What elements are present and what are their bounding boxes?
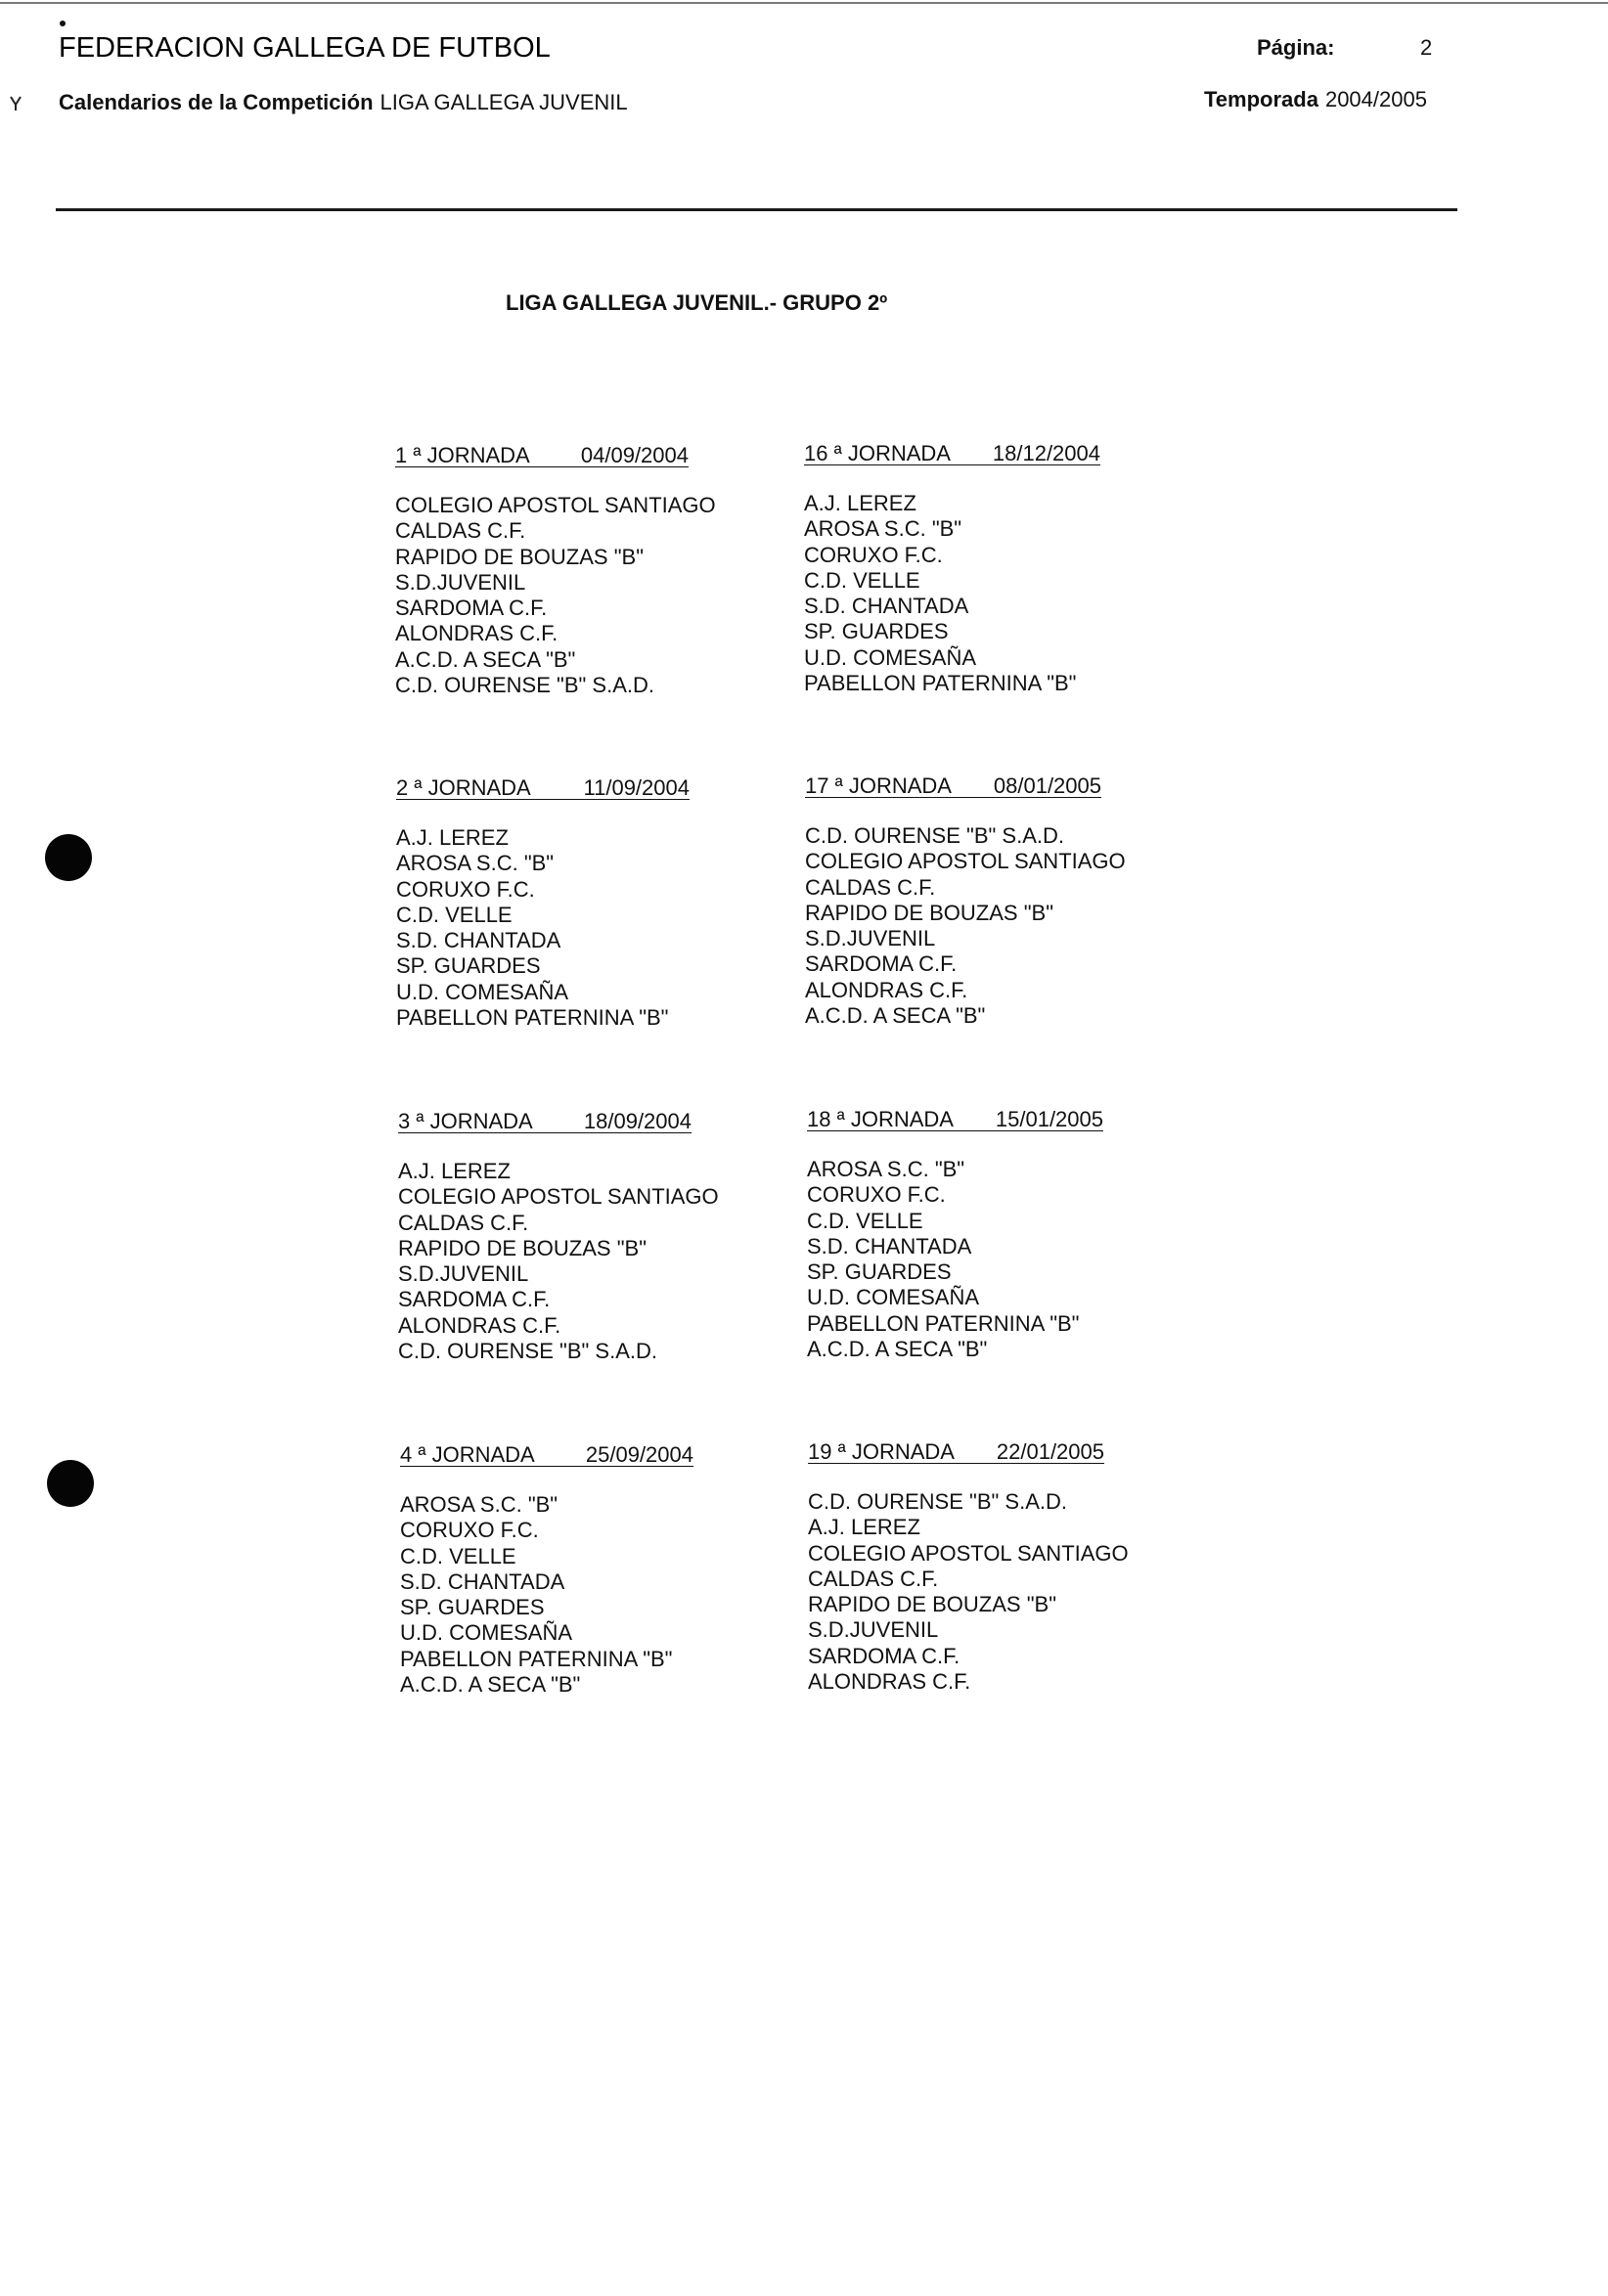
round-label: 3 ª JORNADA — [398, 1109, 533, 1133]
round-label: 17 ª JORNADA — [805, 773, 952, 798]
team-name: CALDAS C.F. — [808, 1566, 939, 1591]
team-list — [805, 823, 1126, 1029]
team-name: ALONDRAS C.F. — [808, 1669, 971, 1695]
organization-name: FEDERACION GALLEGA DE FUTBOL — [59, 32, 551, 64]
calendar-label: Calendarios de la Competición — [59, 90, 374, 114]
season-value: 2004/2005 — [1324, 87, 1427, 111]
round-header — [804, 443, 1100, 465]
team-name: PABELLON PATERNINA "B" — [400, 1646, 673, 1671]
team-name: AROSA S.C. "B" — [396, 851, 555, 876]
team-list — [807, 1157, 1120, 1362]
team-name: CORUXO F.C. — [396, 876, 535, 902]
team-name: S.D. CHANTADA — [400, 1568, 565, 1594]
round-date: 08/01/2005 — [993, 773, 1101, 798]
competition-name: LIGA GALLEGA JUVENIL — [380, 90, 628, 114]
round-header — [808, 1441, 1104, 1464]
team-name: RAPIDO DE BOUZAS "B" — [395, 544, 644, 569]
team-name: SP. GUARDES — [396, 953, 541, 979]
team-name: COLEGIO APOSTOL SANTIAGO — [805, 849, 1126, 874]
team-name: RAPIDO DE BOUZAS "B" — [808, 1592, 1056, 1617]
team-name: A.C.D. A SECA "B" — [400, 1672, 581, 1698]
page-number: 2 — [1420, 35, 1433, 60]
team-list — [804, 491, 1117, 696]
round-date: 18/09/2004 — [583, 1109, 692, 1133]
team-name: COLEGIO APOSTOL SANTIAGO — [808, 1540, 1129, 1566]
team-name: A.C.D. A SECA "B" — [395, 646, 576, 672]
team-name: SP. GUARDES — [400, 1595, 545, 1620]
header-rule — [56, 208, 1457, 211]
team-name: SP. GUARDES — [804, 619, 949, 644]
team-name: PABELLON PATERNINA "B" — [807, 1310, 1080, 1336]
competition-line — [59, 92, 628, 113]
team-name: ALONDRAS C.F. — [805, 977, 968, 1002]
team-list — [396, 825, 709, 1031]
scan-mark — [9, 95, 22, 112]
team-name: C.D. VELLE — [804, 567, 920, 593]
team-name: C.D. VELLE — [400, 1543, 516, 1568]
team-name: U.D. COMESAÑA — [400, 1620, 573, 1646]
team-name: PABELLON PATERNINA "B" — [804, 671, 1077, 696]
team-name: COLEGIO APOSTOL SANTIAGO — [398, 1184, 719, 1210]
round-block — [396, 777, 709, 1031]
team-name: C.D. OURENSE "B" S.A.D. — [805, 823, 1064, 848]
team-name: ALONDRAS C.F. — [395, 621, 558, 646]
round-header — [400, 1444, 693, 1467]
season-line — [1204, 89, 1427, 110]
team-name: S.D.JUVENIL — [395, 569, 526, 595]
team-name: CALDAS C.F. — [398, 1210, 529, 1235]
round-date: 04/09/2004 — [580, 443, 689, 467]
team-list — [398, 1159, 719, 1364]
team-name: COLEGIO APOSTOL SANTIAGO — [395, 493, 716, 517]
team-name: SARDOMA C.F. — [398, 1287, 551, 1312]
round-header — [396, 777, 690, 800]
team-name: U.D. COMESAÑA — [807, 1285, 980, 1310]
team-name: SARDOMA C.F. — [808, 1643, 960, 1668]
team-name: CORUXO F.C. — [804, 542, 943, 567]
team-name: U.D. COMESAÑA — [804, 644, 977, 670]
team-name: C.D. OURENSE "B" S.A.D. — [808, 1489, 1067, 1514]
team-list — [395, 493, 716, 698]
team-name: CORUXO F.C. — [807, 1182, 946, 1208]
round-block — [398, 1109, 719, 1364]
round-block — [400, 1444, 713, 1698]
round-date: 22/01/2005 — [996, 1439, 1104, 1464]
team-name: S.D. CHANTADA — [807, 1233, 972, 1258]
round-block — [808, 1439, 1129, 1695]
round-label: 1 ª JORNADA — [395, 443, 530, 467]
team-name: RAPIDO DE BOUZAS "B" — [398, 1235, 647, 1260]
round-label: 2 ª JORNADA — [396, 775, 531, 800]
team-name: SARDOMA C.F. — [395, 596, 548, 621]
team-name: A.J. LEREZ — [808, 1515, 920, 1540]
round-label: 19 ª JORNADA — [808, 1439, 955, 1464]
team-name: S.D.JUVENIL — [398, 1261, 529, 1287]
team-name: C.D. VELLE — [807, 1208, 923, 1233]
scan-mark — [60, 21, 66, 26]
team-name: PABELLON PATERNINA "B" — [396, 1005, 669, 1031]
team-name: A.J. LEREZ — [804, 491, 916, 515]
team-name: S.D.JUVENIL — [808, 1617, 939, 1643]
team-name: S.D. CHANTADA — [804, 594, 969, 619]
team-name: SARDOMA C.F. — [805, 951, 958, 977]
page-label: Página: — [1257, 35, 1335, 60]
team-name: A.J. LEREZ — [396, 825, 509, 850]
team-name: CALDAS C.F. — [395, 518, 526, 544]
round-block — [804, 443, 1117, 696]
team-name: A.C.D. A SECA "B" — [805, 1003, 986, 1029]
team-name: S.D. CHANTADA — [396, 928, 561, 953]
team-list — [400, 1492, 713, 1698]
round-block — [805, 773, 1126, 1029]
round-date: 18/12/2004 — [992, 441, 1100, 465]
team-name: AROSA S.C. "B" — [804, 516, 962, 542]
round-block — [395, 443, 716, 698]
punch-hole — [47, 1460, 94, 1507]
team-name: RAPIDO DE BOUZAS "B" — [805, 900, 1053, 925]
round-label: 16 ª JORNADA — [804, 441, 951, 465]
round-header — [805, 775, 1101, 798]
team-name: A.J. LEREZ — [398, 1159, 511, 1183]
punch-hole — [45, 834, 92, 881]
team-list — [808, 1489, 1129, 1695]
group-title: LIGA GALLEGA JUVENIL.- GRUPO 2º — [506, 290, 888, 315]
team-name: CALDAS C.F. — [805, 874, 936, 900]
round-date: 25/09/2004 — [585, 1442, 693, 1467]
scan-top-edge-line — [0, 2, 1608, 4]
team-name: AROSA S.C. "B" — [807, 1157, 965, 1181]
team-name: ALONDRAS C.F. — [398, 1312, 561, 1338]
team-name: A.C.D. A SECA "B" — [807, 1337, 988, 1362]
round-block — [807, 1109, 1120, 1362]
round-header — [395, 445, 689, 467]
round-label: 18 ª JORNADA — [807, 1107, 954, 1131]
round-header — [398, 1111, 692, 1133]
team-name: SP. GUARDES — [807, 1259, 952, 1285]
team-name: CORUXO F.C. — [400, 1518, 539, 1543]
round-date: 11/09/2004 — [583, 775, 690, 800]
team-name: S.D.JUVENIL — [805, 926, 936, 951]
team-name: C.D. OURENSE "B" S.A.D. — [395, 673, 654, 698]
team-name: U.D. COMESAÑA — [396, 979, 569, 1004]
team-name: C.D. OURENSE "B" S.A.D. — [398, 1339, 657, 1364]
round-label: 4 ª JORNADA — [400, 1442, 535, 1467]
round-date: 15/01/2005 — [995, 1107, 1103, 1131]
season-label: Temporada — [1204, 87, 1318, 111]
team-name: C.D. VELLE — [396, 902, 513, 927]
team-name: AROSA S.C. "B" — [400, 1492, 558, 1517]
round-header — [807, 1109, 1103, 1131]
